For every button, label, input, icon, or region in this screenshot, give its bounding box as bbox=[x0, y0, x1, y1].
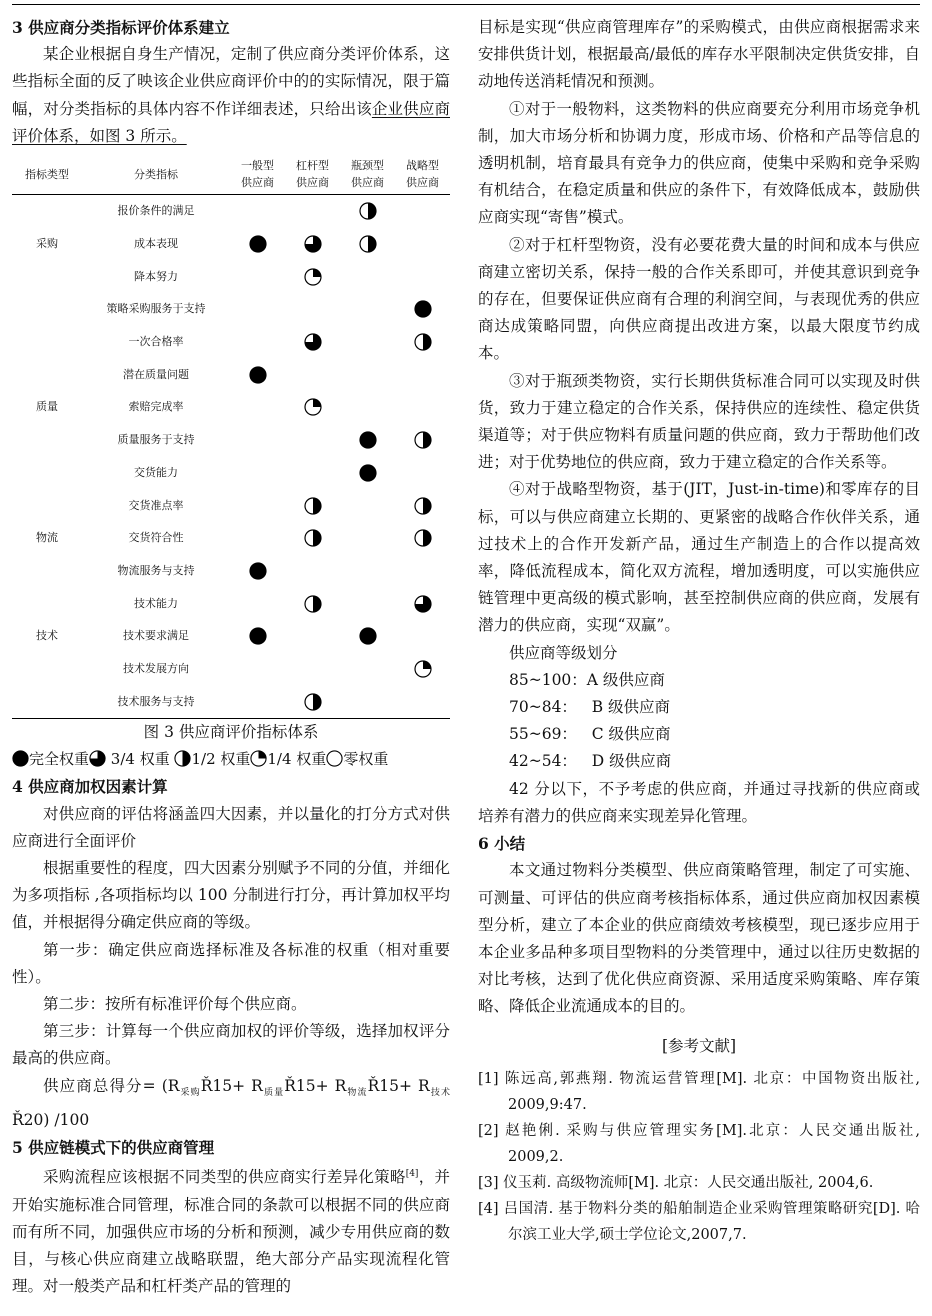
weight-pie-icon bbox=[304, 398, 322, 416]
th-leverage: 杠杆型 供应商 bbox=[285, 154, 340, 195]
weight-cell-general bbox=[230, 358, 285, 391]
evaluation-table bbox=[12, 154, 450, 719]
weight-pie-icon bbox=[359, 627, 377, 645]
weight-cell-bottleneck bbox=[340, 685, 395, 718]
weight-cell-leverage bbox=[285, 489, 340, 522]
weight-cell-leverage bbox=[285, 457, 340, 490]
weight-cell-general bbox=[230, 326, 285, 359]
grade-d: 42~54： D 级供应商 bbox=[509, 752, 672, 771]
weight-cell-strategic bbox=[395, 293, 450, 326]
weight-cell-bottleneck bbox=[340, 326, 395, 359]
weight-cell-general bbox=[230, 653, 285, 686]
table-row bbox=[12, 457, 450, 490]
weight-cell-general bbox=[230, 620, 285, 653]
weight-pie-icon bbox=[304, 595, 322, 613]
legend bbox=[12, 746, 450, 773]
section5-p3: ②对于杠杆型物资，没有必要花费大量的时间和成本与供应商建立密切关系，保持一般的合作关系即可，并使其意识到竞争的存在，但要保证供应商有合理的利润空间，与表现优秀的供应商达成策略同盟，向供应商提出改进方案，以最大限度节约成本。 bbox=[478, 235, 920, 363]
weight-pie-icon bbox=[359, 431, 377, 449]
left-column bbox=[12, 14, 450, 1301]
score-formula: 供应商总得分= ($R_{采购}Ř15+$ $R_{质量}Ř15+$ $R_{物流}Ř15+$ $R_{技术}Ř20$) /100 bbox=[12, 1076, 450, 1129]
weight-pie-icon bbox=[414, 595, 432, 613]
figure-caption: 图 3 供应商评价指标体系 bbox=[143, 723, 319, 742]
weight-cell-leverage bbox=[285, 424, 340, 457]
table-row bbox=[12, 424, 450, 457]
table-row bbox=[12, 228, 450, 261]
weight-cell-leverage bbox=[285, 522, 340, 555]
weight-pie-icon bbox=[304, 693, 322, 711]
weight-cell-leverage bbox=[285, 685, 340, 718]
section5-heading: 5 供应链模式下的供应商管理 bbox=[12, 1138, 215, 1158]
table-row bbox=[12, 620, 450, 653]
weight-cell-strategic bbox=[395, 457, 450, 490]
weight-pie-icon bbox=[359, 464, 377, 482]
weight-cell-strategic bbox=[395, 653, 450, 686]
legend-threequarter-icon bbox=[89, 750, 106, 768]
weight-cell-strategic bbox=[395, 326, 450, 359]
weight-cell-leverage bbox=[285, 326, 340, 359]
weight-pie-icon bbox=[249, 366, 267, 384]
section4-heading: 4 供应商加权因素计算 bbox=[12, 777, 168, 797]
weight-pie-icon bbox=[249, 627, 267, 645]
legend-zero-icon bbox=[326, 750, 343, 768]
weight-cell-general bbox=[230, 522, 285, 555]
table-row bbox=[12, 653, 450, 686]
legend-half-icon bbox=[174, 750, 191, 768]
weight-cell-bottleneck bbox=[340, 293, 395, 326]
category-cell bbox=[12, 358, 82, 391]
weight-cell-general bbox=[230, 457, 285, 490]
section4-p1: 对供应商的评估将涵盖四大因素，并以量化的打分方式对供应商进行全面评价 bbox=[12, 804, 450, 850]
weight-cell-leverage bbox=[285, 555, 340, 588]
table-row bbox=[12, 522, 450, 555]
weight-cell-leverage bbox=[285, 358, 340, 391]
weight-cell-strategic bbox=[395, 522, 450, 555]
table-row bbox=[12, 326, 450, 359]
weight-cell-bottleneck bbox=[340, 228, 395, 261]
weight-cell-general bbox=[230, 391, 285, 424]
weight-cell-strategic bbox=[395, 391, 450, 424]
category-cell bbox=[12, 555, 82, 588]
weight-cell-general bbox=[230, 685, 285, 718]
legend-quarter-label: 1/4 权重 bbox=[267, 750, 327, 769]
weight-cell-strategic bbox=[395, 620, 450, 653]
indicator-name: 交货符合性 bbox=[128, 531, 184, 545]
weight-cell-bottleneck bbox=[340, 457, 395, 490]
legend-half-label: 1/2 权重 bbox=[191, 750, 251, 769]
table-row bbox=[12, 260, 450, 293]
top-rule bbox=[12, 4, 920, 5]
grade-a: 85~100：A 级供应商 bbox=[509, 670, 665, 689]
th-indicator: 分类指标 bbox=[82, 154, 230, 195]
weight-pie-icon bbox=[359, 202, 377, 220]
weight-cell-bottleneck bbox=[340, 489, 395, 522]
weight-cell-leverage bbox=[285, 391, 340, 424]
legend-full-label: 完全权重 bbox=[29, 750, 90, 769]
section5-p1: 采购流程应该根据不同类型的供应商实行差异化策略[4]，并开始实施标准合同管理，标准合同的条款可以根据不同的供应商而有所不同，加强供应市场的分析和预测，减少专用供应商的数目，与核心供应商建立战略联盟，绝大部分产品实现流程化管理。对一般类产品和杠杆类产品的管理的 bbox=[12, 1168, 450, 1296]
references-title: [参考文献] bbox=[661, 1036, 737, 1055]
category-cell bbox=[12, 326, 82, 359]
weight-cell-strategic bbox=[395, 260, 450, 293]
right-column bbox=[478, 14, 920, 1248]
reference-3: [3] 仪玉莉. 高级物流师[M]. 北京：人民交通出版社, 2004,6. bbox=[478, 1174, 874, 1191]
weight-cell-bottleneck bbox=[340, 391, 395, 424]
weight-cell-bottleneck bbox=[340, 424, 395, 457]
weight-cell-leverage bbox=[285, 228, 340, 261]
weight-cell-strategic bbox=[395, 424, 450, 457]
weight-cell-general bbox=[230, 424, 285, 457]
weight-pie-icon bbox=[414, 333, 432, 351]
weight-cell-strategic bbox=[395, 587, 450, 620]
table-row bbox=[12, 293, 450, 326]
category-cell bbox=[12, 260, 82, 293]
section5-p6: 42 分以下，不予考虑的供应商，并通过寻找新的供应商或培养有潜力的供应商来实现差异化管理。 bbox=[478, 779, 920, 825]
weight-cell-strategic bbox=[395, 555, 450, 588]
indicator-name: 潜在质量问题 bbox=[123, 367, 189, 381]
weight-cell-bottleneck bbox=[340, 195, 395, 228]
indicator-name: 索赔完成率 bbox=[128, 400, 184, 414]
grade-b: 70~84： B 级供应商 bbox=[509, 698, 671, 717]
table-row bbox=[12, 195, 450, 228]
table-row bbox=[12, 685, 450, 718]
weight-cell-general bbox=[230, 228, 285, 261]
indicator-name: 技术发展方向 bbox=[123, 661, 189, 675]
weight-cell-general bbox=[230, 587, 285, 620]
section5-p5: ④对于战略型物资，基于(JIT，Just-in-time)和零库存的目标，可以与供应商建立长期的、更紧密的战略合作伙伴关系，通过技术上的合作开发新产品，通过生产制造上的合作以提高效率，降低流程成本，简化双方流程，增加透明度，可以实施供应链管理中更高级的模式影响，甚至控制供应商的供应商，发展有潜力的供应商，实现“双赢”。 bbox=[478, 480, 920, 635]
category-cell bbox=[12, 195, 82, 228]
section4-p3: 第一步：确定供应商选择标准及各标准的权重（相对重要性）。 bbox=[12, 940, 450, 986]
indicator-name: 一次合格率 bbox=[128, 335, 184, 349]
indicator-name: 策略采购服务于支持 bbox=[106, 302, 206, 316]
legend-threequarter-label: 3/4 权重 bbox=[106, 750, 175, 769]
legend-full-icon bbox=[12, 750, 29, 768]
weight-cell-strategic bbox=[395, 358, 450, 391]
weight-pie-icon bbox=[304, 235, 322, 253]
weight-cell-leverage bbox=[285, 293, 340, 326]
section6-heading: 6 小结 bbox=[478, 834, 526, 854]
section4-p5: 第三步：计算每一个供应商加权的评价等级，选择加权评分最高的供应商。 bbox=[12, 1022, 450, 1068]
reference-2: [2] 赵艳俐. 采购与供应管理实务[M].北京：人民交通出版社, 2009,2. bbox=[478, 1122, 920, 1165]
legend-quarter-icon bbox=[250, 750, 267, 768]
section4-p4: 第二步：按所有标准评价每个供应商。 bbox=[43, 995, 307, 1014]
th-type: 指标类型 bbox=[12, 154, 82, 195]
indicator-name: 技术服务与支持 bbox=[82, 685, 230, 718]
th-general: 一般型 供应商 bbox=[230, 154, 285, 195]
weight-cell-general bbox=[230, 555, 285, 588]
category-cell bbox=[12, 489, 82, 522]
weight-cell-strategic bbox=[395, 685, 450, 718]
weight-cell-bottleneck bbox=[340, 653, 395, 686]
indicator-name: 交货能力 bbox=[134, 465, 178, 479]
section3-underlined: 企业供应商评价体系，如图 3 所示。 bbox=[12, 99, 450, 145]
weight-cell-leverage bbox=[285, 620, 340, 653]
weight-cell-general bbox=[230, 195, 285, 228]
table-row bbox=[12, 555, 450, 588]
section5-p4: ③对于瓶颈类物资，实行长期供货标准合同可以实现及时供货，致力于建立稳定的合作关系，保持供应的连续性、稳定供货渠道等；对于供应物料有质量问题的供应商，致力于帮助他们改进；对于优势地位的供应商，致力于建立稳定的合作关系等。 bbox=[478, 371, 920, 472]
weight-cell-leverage bbox=[285, 195, 340, 228]
reference-1: [1] 陈远高,郭燕翔. 物流运营管理[M]. 北京：中国物资出版社, 2009,9:47. bbox=[478, 1070, 920, 1113]
section3-heading: 3 供应商分类指标评价体系建立 bbox=[12, 18, 230, 37]
weight-cell-bottleneck bbox=[340, 522, 395, 555]
weight-cell-general bbox=[230, 293, 285, 326]
category-cell bbox=[12, 653, 82, 686]
weight-pie-icon bbox=[304, 529, 322, 547]
weight-cell-strategic bbox=[395, 195, 450, 228]
th-strategic: 战略型 供应商 bbox=[395, 154, 450, 195]
weight-cell-bottleneck bbox=[340, 358, 395, 391]
category-cell: 物流 bbox=[36, 531, 58, 545]
weight-cell-bottleneck bbox=[340, 620, 395, 653]
table-row bbox=[12, 587, 450, 620]
weight-pie-icon bbox=[414, 300, 432, 318]
weight-cell-leverage bbox=[285, 653, 340, 686]
category-cell bbox=[12, 293, 82, 326]
weight-pie-icon bbox=[249, 562, 267, 580]
category-cell: 技术 bbox=[36, 629, 58, 643]
weight-pie-icon bbox=[359, 235, 377, 253]
section5-p1-continued: 目标是实现“供应商管理库存”的采购模式，由供应商根据需求来安排供货计划，根据最高/最低的库存水平限制决定供货安排，自动地传送消耗情况和预测。 bbox=[478, 18, 920, 91]
indicator-name: 成本表现 bbox=[134, 237, 178, 251]
weight-pie-icon bbox=[414, 431, 432, 449]
indicator-name: 技术要求满足 bbox=[123, 629, 189, 643]
weight-cell-bottleneck bbox=[340, 555, 395, 588]
indicator-name: 交货准点率 bbox=[128, 498, 184, 512]
category-cell bbox=[12, 587, 82, 620]
weight-pie-icon bbox=[414, 660, 432, 678]
section4-p2: 根据重要性的程度，四大因素分别赋予不同的分值，并细化为多项指标 ,各项指标均以 100 分制进行打分，再计算加权平均值，并根据得分确定供应商的等级。 bbox=[12, 859, 450, 932]
weight-pie-icon bbox=[304, 268, 322, 286]
indicator-name: 物流服务与支持 bbox=[117, 563, 195, 577]
indicator-name: 降本努力 bbox=[134, 269, 178, 283]
weight-pie-icon bbox=[304, 333, 322, 351]
indicator-name: 技术能力 bbox=[134, 596, 178, 610]
weight-cell-bottleneck bbox=[340, 260, 395, 293]
legend-zero-label: 零权重 bbox=[343, 750, 389, 769]
table-row bbox=[12, 489, 450, 522]
citation-4: [4] bbox=[405, 1169, 419, 1180]
weight-cell-strategic bbox=[395, 489, 450, 522]
weight-cell-bottleneck bbox=[340, 587, 395, 620]
weight-cell-leverage bbox=[285, 260, 340, 293]
section6-p1: 本文通过物料分类模型、供应商策略管理，制定了可实施、可测量、可评估的供应商考核指标体系，通过供应商加权因素模型分析，建立了本企业的供应商绩效考核模型，现已逐步应用于本企业多品种多项目型物料的分类管理中，通过以往历史数据的对比考核，达到了优化供应商资源、采用适度采购策略、库存策略、降低企业流通成本的目的。 bbox=[478, 861, 920, 1016]
category-cell bbox=[12, 457, 82, 490]
weight-cell-general bbox=[230, 489, 285, 522]
section5-p2: ①对于一般物料，这类物料的供应商要充分利用市场竞争机制，加大市场分析和协调力度，形成市场、价格和产品等信息的透明机制，培育最具有竞争力的供应商，使集中采购和竞争采购有机结合，在稳定质量和供应的条件下，有效降低成本，鼓励供应商实现“寄售”模式。 bbox=[478, 99, 920, 227]
table-header-row bbox=[12, 154, 450, 195]
indicator-name: 质量服务于支持 bbox=[117, 433, 195, 447]
weight-cell-general bbox=[230, 260, 285, 293]
category-cell bbox=[12, 424, 82, 457]
category-cell bbox=[12, 685, 82, 718]
section3-paragraph: 某企业根据自身生产情况，定制了供应商分类评价体系，这些指标全面的反了映该企业供应商评价中的的实际情况，限于篇幅，对分类指标的具体内容不作详细表述，只给出该企业供应商评价体系，如图 3 所示。 bbox=[12, 45, 450, 145]
weight-pie-icon bbox=[414, 497, 432, 515]
indicator-name: 报价条件的满足 bbox=[117, 204, 195, 218]
grades-title: 供应商等级划分 bbox=[509, 643, 618, 662]
table-row bbox=[12, 358, 450, 391]
weight-cell-strategic bbox=[395, 228, 450, 261]
weight-pie-icon bbox=[304, 497, 322, 515]
reference-4: [4] 吕国清. 基于物料分类的船舶制造企业采购管理策略研究[D]. 哈尔滨工业大学,硕士学位论文,2007,7. bbox=[478, 1200, 920, 1243]
category-cell: 采购 bbox=[36, 237, 58, 251]
weight-pie-icon bbox=[414, 529, 432, 547]
grade-c: 55~69： C 级供应商 bbox=[509, 725, 671, 744]
weight-pie-icon bbox=[249, 235, 267, 253]
th-bottleneck: 瓶颈型 供应商 bbox=[340, 154, 395, 195]
weight-cell-leverage bbox=[285, 587, 340, 620]
table-row bbox=[12, 391, 450, 424]
category-cell: 质量 bbox=[36, 400, 58, 414]
